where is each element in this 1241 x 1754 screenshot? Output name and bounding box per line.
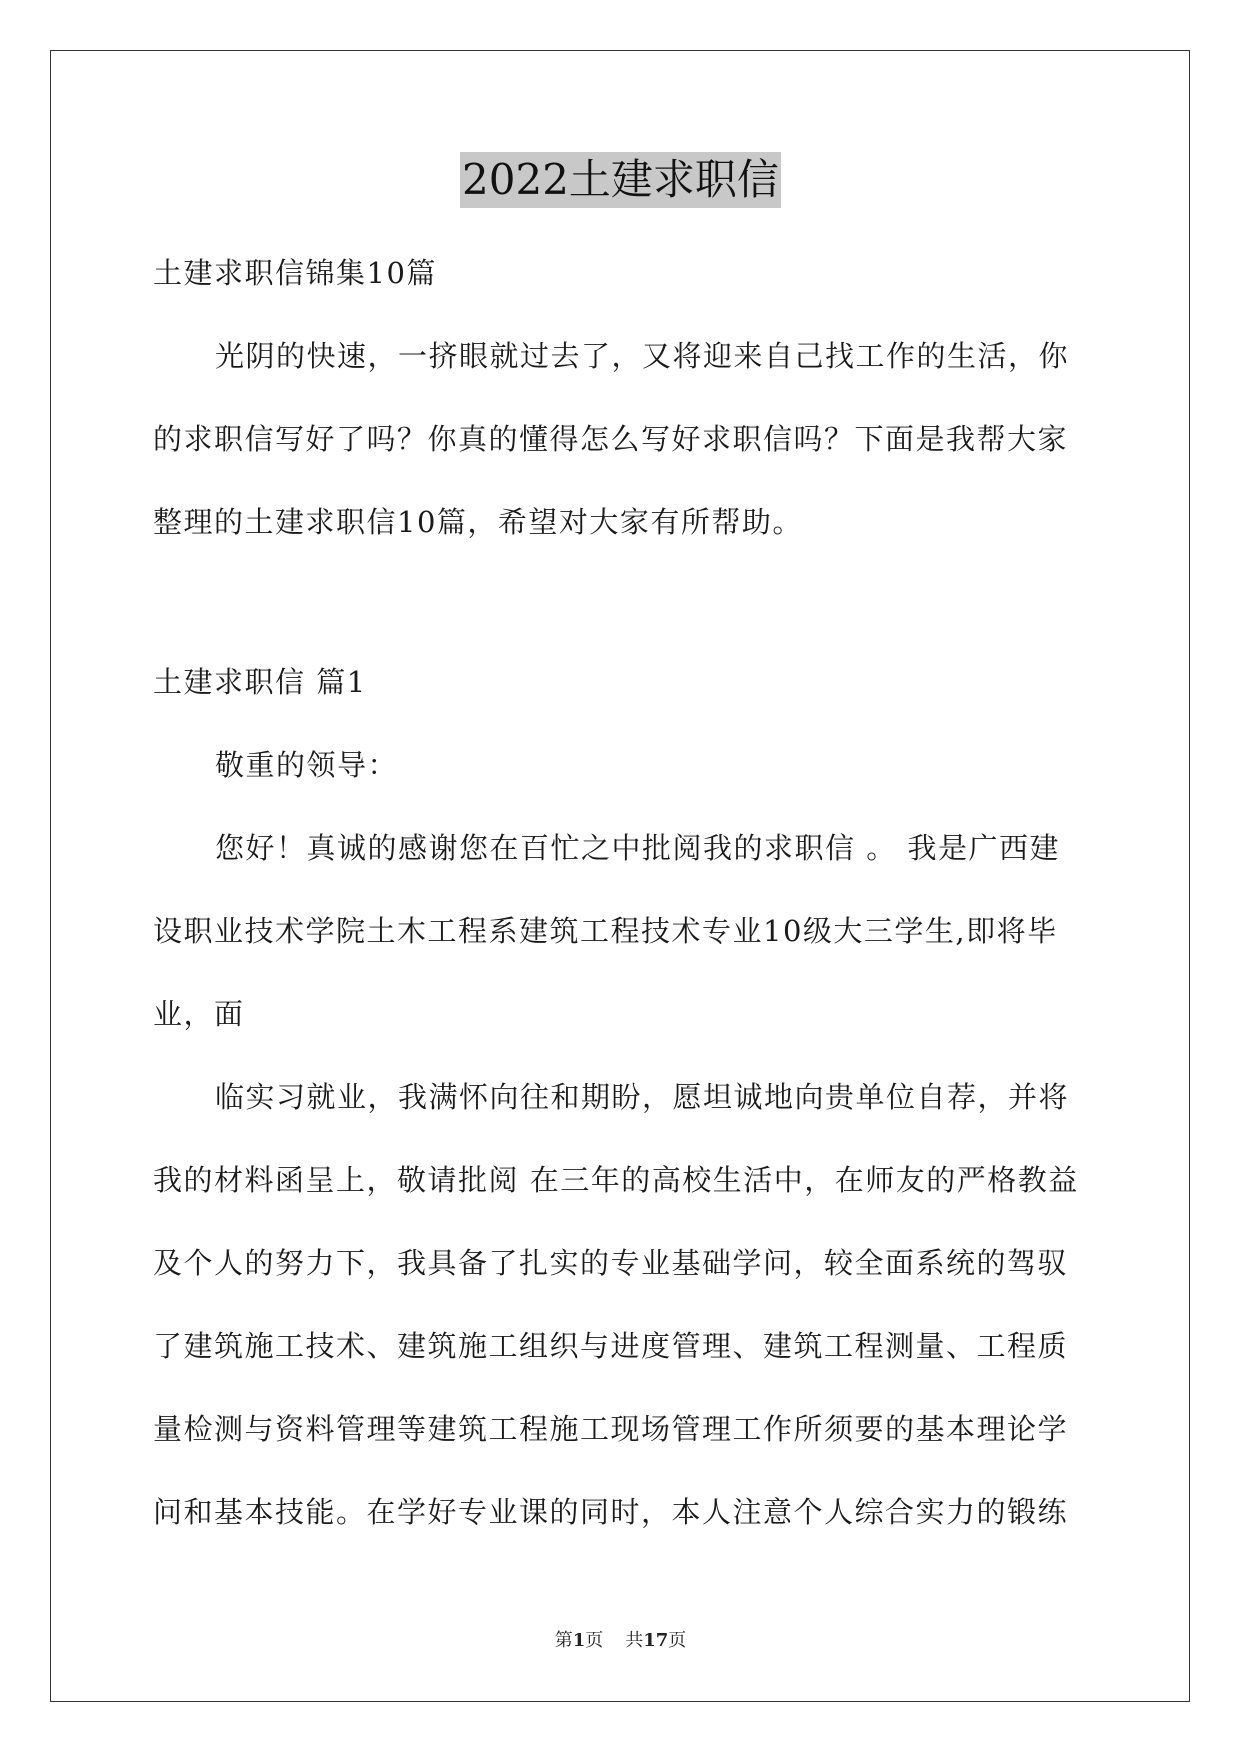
intro-paragraph-line: 整理的土建求职信10篇，希望对大家有所帮助。	[153, 505, 803, 539]
body-paragraph-line: 了建筑施工技术、建筑施工组织与进度管理、建筑工程测量、工程质	[153, 1329, 1069, 1363]
total-prefix: 共	[625, 1630, 644, 1651]
document-title: 2022土建求职信	[460, 152, 781, 208]
title-container	[0, 152, 1241, 208]
body-paragraph-line: 您好！真诚的感谢您在百忙之中批阅我的求职信 。 我是广西建	[215, 831, 1060, 865]
current-page-number: 1	[572, 1630, 586, 1651]
body-paragraph-line: 临实习就业，我满怀向往和期盼，愿坦诚地向贵单位自荐，并将	[215, 1080, 1070, 1114]
page-footer	[0, 1626, 1241, 1652]
total-unit: 页	[668, 1630, 687, 1651]
page-prefix: 第	[554, 1630, 573, 1651]
section-spacer	[153, 564, 1088, 641]
body-paragraph-line: 我的材料函呈上，敬请批阅 在三年的高校生活中，在师友的严格教益	[153, 1163, 1079, 1197]
intro-paragraph-line: 光阴的快速，一挤眼就过去了，又将迎来自己找工作的生活，你	[215, 339, 1070, 373]
section-heading: 土建求职信 篇1	[153, 665, 367, 699]
page-unit: 页	[585, 1630, 604, 1651]
body-paragraph-line: 及个人的努力下，我具备了扎实的专业基础学问，较全面系统的驾驭	[153, 1246, 1069, 1280]
body-paragraph-line: 量检测与资料管理等建筑工程施工现场管理工作所须要的基本理论学	[153, 1412, 1069, 1446]
salutation-line: 敬重的领导：	[215, 748, 399, 782]
document-body	[153, 232, 1088, 1554]
body-paragraph-line: 问和基本技能。在学好专业课的同时，本人注意个人综合实力的锻练	[153, 1495, 1069, 1529]
body-paragraph-line: 设职业技术学院土木工程系建筑工程技术专业10级大三学生,即将毕	[153, 914, 1058, 948]
body-paragraph-line: 业，面	[153, 997, 245, 1031]
total-page-number: 17	[643, 1630, 669, 1651]
subtitle-line: 土建求职信锦集10篇	[153, 256, 437, 290]
intro-paragraph-line: 的求职信写好了吗？你真的懂得怎么写好求职信吗？下面是我帮大家	[153, 422, 1069, 456]
